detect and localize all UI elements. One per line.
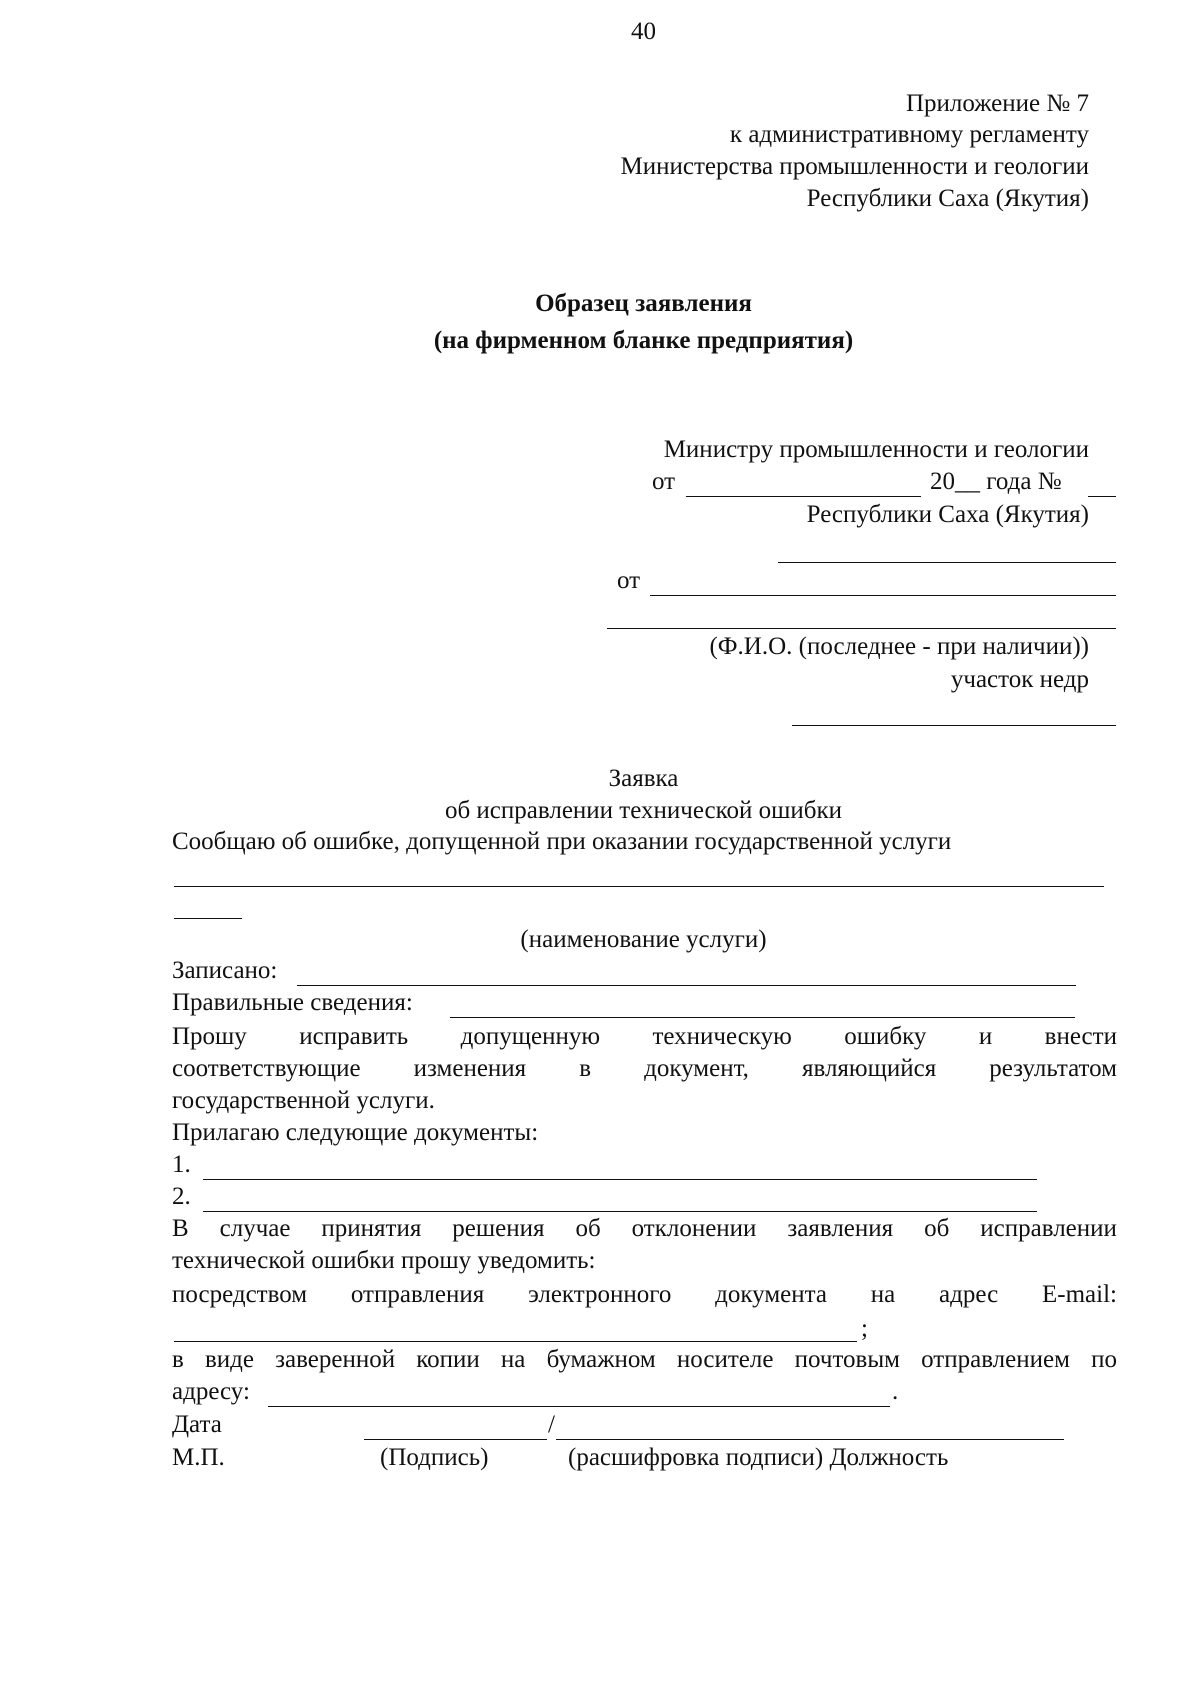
reject-line-1 — [172, 1214, 1117, 1244]
address-label: адресу: — [172, 1378, 250, 1405]
email-word: E-mail: — [1041, 1281, 1117, 1308]
ask-word: внести — [1044, 1023, 1117, 1050]
service-name-field-continuation[interactable] — [174, 918, 242, 919]
page-number: 40 — [631, 18, 656, 45]
correct-field[interactable] — [450, 1017, 1075, 1018]
service-name-field[interactable] — [174, 886, 1104, 887]
subsoil-label: участок недр — [950, 666, 1089, 693]
paper-word: на — [500, 1346, 526, 1373]
ask-word: допущенную — [460, 1023, 601, 1050]
addressee-blank-field[interactable] — [778, 562, 1116, 563]
email-word: документа — [715, 1281, 827, 1308]
email-line-1 — [172, 1280, 1117, 1310]
reject-word: отклонении — [631, 1215, 757, 1242]
addressee-number-field[interactable] — [1088, 496, 1116, 497]
ask-word: Прошу — [172, 1023, 247, 1050]
request-subheading: об исправлении технической ошибки — [444, 797, 843, 824]
appendix-line-1: Приложение № 7 — [905, 90, 1089, 117]
addressee-line-3: Республики Саха (Якутия) — [806, 501, 1089, 528]
ask-line-2 — [172, 1054, 1117, 1084]
ask-word: являющийся — [801, 1055, 937, 1082]
appendix-line-2: к административному регламенту — [729, 121, 1089, 148]
address-end: . — [892, 1378, 899, 1405]
correct-label: Правильные сведения: — [172, 989, 413, 1016]
ask-word: в — [579, 1055, 592, 1082]
signature-decode-field[interactable] — [556, 1439, 1064, 1440]
reject-word: заявления — [787, 1215, 894, 1242]
ask-word: результатом — [989, 1055, 1117, 1082]
paper-word: носителе — [676, 1346, 774, 1373]
ask-word: соответствующие — [172, 1055, 361, 1082]
ask-word: документ, — [644, 1055, 749, 1082]
signature-field[interactable] — [364, 1439, 547, 1440]
reject-word: исправлении — [980, 1215, 1117, 1242]
ask-word: ошибку — [844, 1023, 927, 1050]
paper-word: по — [1091, 1346, 1117, 1373]
email-word: на — [870, 1281, 896, 1308]
ask-word: техническую — [652, 1023, 792, 1050]
addressee-date-field[interactable] — [686, 496, 921, 497]
paper-word: заверенной — [275, 1346, 396, 1373]
sender-prefix: от — [617, 567, 641, 594]
signature-slash: / — [548, 1411, 555, 1438]
ask-line-1 — [172, 1022, 1117, 1052]
email-word: отправления — [350, 1281, 485, 1308]
reject-word: об — [575, 1215, 601, 1242]
reject-word: случае — [219, 1215, 291, 1242]
email-field[interactable] — [174, 1341, 857, 1342]
request-intro: Сообщаю об ошибке, допущенной при оказании государственной услуги — [172, 828, 952, 855]
reject-word: В — [172, 1215, 189, 1242]
ask-word: и — [978, 1023, 993, 1050]
email-word: посредством — [172, 1281, 308, 1308]
reject-word: принятия — [321, 1215, 422, 1242]
sender-field[interactable] — [650, 595, 1116, 596]
addressee-line-1: Министру промышленности и геологии — [663, 436, 1089, 463]
ask-line-3: государственной услуги. — [172, 1087, 435, 1114]
date-label: Дата — [172, 1411, 222, 1438]
ask-word: исправить — [299, 1023, 409, 1050]
sender-field-continuation[interactable] — [607, 628, 1116, 629]
reject-line-2: технической ошибки прошу уведомить: — [172, 1247, 596, 1274]
email-word: электронного — [528, 1281, 672, 1308]
recorded-label: Записано: — [172, 957, 278, 984]
attach-item-2-number: 2. — [172, 1183, 191, 1210]
title-line-1: Образец заявления — [535, 290, 752, 317]
attach-item-2-field[interactable] — [203, 1211, 1037, 1212]
paper-word: почтовым — [794, 1346, 900, 1373]
appendix-line-4: Республики Саха (Якутия) — [806, 185, 1089, 212]
addressee-year-label: 20__ года № — [930, 468, 1062, 495]
paper-word: виде — [204, 1346, 254, 1373]
addressee-from-prefix: от — [652, 468, 676, 495]
address-field[interactable] — [268, 1406, 890, 1407]
ask-word: изменения — [413, 1055, 527, 1082]
title-line-2: (на фирменном бланке предприятия) — [433, 327, 854, 354]
request-heading: Заявка — [608, 765, 679, 792]
subsoil-field[interactable] — [792, 725, 1116, 726]
paper-word: копии — [416, 1346, 480, 1373]
paper-word: в — [172, 1346, 184, 1373]
paper-word: бумажном — [546, 1346, 656, 1373]
reject-word: об — [924, 1215, 950, 1242]
decode-caption: (расшифровка подписи) Должность — [568, 1444, 949, 1471]
email-word: адрес — [939, 1281, 999, 1308]
paper-line-1 — [172, 1345, 1117, 1375]
email-end: ; — [861, 1315, 868, 1342]
attach-item-1-field[interactable] — [203, 1179, 1037, 1180]
attach-item-1-number: 1. — [172, 1151, 191, 1178]
sign-caption: (Подпись) — [380, 1444, 489, 1471]
attach-label: Прилагаю следующие документы: — [172, 1119, 539, 1146]
reject-word: решения — [452, 1215, 545, 1242]
service-caption: (наименование услуги) — [520, 926, 767, 953]
fio-caption: (Ф.И.О. (последнее - при наличии)) — [709, 633, 1089, 660]
stamp-label: М.П. — [172, 1444, 225, 1471]
recorded-field[interactable] — [297, 985, 1076, 986]
appendix-line-3: Министерства промышленности и геологии — [620, 153, 1089, 180]
paper-word: отправлением — [921, 1346, 1070, 1373]
